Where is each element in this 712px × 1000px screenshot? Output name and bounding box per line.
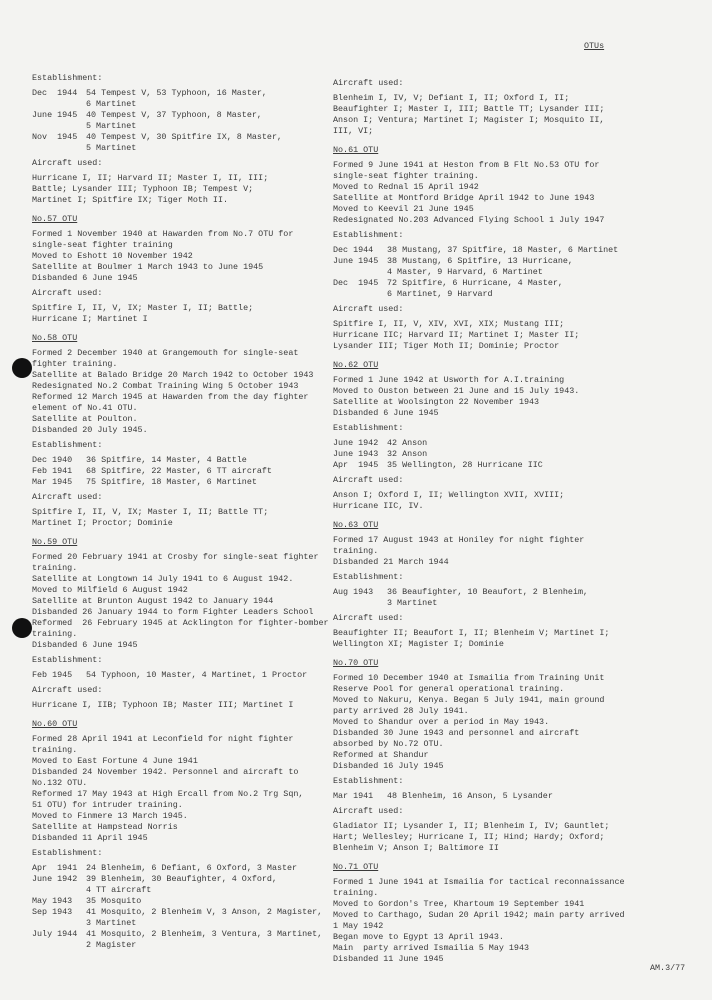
history-line: 1 May 1942 xyxy=(333,921,384,931)
history-line: Reserve Pool for general operational training. xyxy=(333,684,565,694)
establishment-aircraft xyxy=(387,587,588,609)
history-line: Disbanded 24 November 1942. Personnel and aircraft to xyxy=(32,767,299,777)
establishment-line: 40 Tempest V, 30 Spitfire IX, 8 Master, xyxy=(86,132,283,142)
establishment-aircraft xyxy=(86,863,297,874)
history-line: Moved to Milfield 6 August 1942 xyxy=(32,585,188,595)
establishment-date: June 1942 xyxy=(32,874,78,884)
establishment-row xyxy=(32,110,342,132)
aircraft-line: III, VI; xyxy=(333,126,374,136)
aircraft-line: Hurricane I, II; Harvard II; Master I, II, III; xyxy=(32,173,269,183)
establishment-aircraft xyxy=(387,278,563,300)
history-line: Moved to East Fortune 4 June 1941 xyxy=(32,756,198,766)
establishment-date: Mar 1945 xyxy=(32,477,73,487)
establishment-line: 3 Martinet xyxy=(86,918,137,928)
establishment-label: Establishment: xyxy=(32,655,103,665)
establishment-line: 39 Blenheim, 30 Beaufighter, 4 Oxford, xyxy=(86,874,277,884)
history-line: Redesignated No.203 Advanced Flying School 1 July 1947 xyxy=(333,215,605,225)
history-line: Formed 1 November 1940 at Hawarden from No.7 OTU for xyxy=(32,229,294,239)
establishment-line: 38 Mustang, 37 Spitfire, 18 Master, 6 Martinet xyxy=(387,245,619,255)
establishment-row xyxy=(333,438,643,449)
establishment-date: June 1945 xyxy=(333,256,379,266)
history-line: Moved to Finmere 13 March 1945. xyxy=(32,811,188,821)
aircraft-line: Blenheim I, IV, V; Defiant I, II; Oxford I, II; xyxy=(333,93,570,103)
history-line: element of No.41 OTU. xyxy=(32,403,138,413)
establishment-date: Dec 1944 xyxy=(333,245,374,255)
establishment-aircraft xyxy=(387,438,427,449)
establishment-date: Sep 1943 xyxy=(32,907,73,917)
establishment-line: 5 Martinet xyxy=(86,121,137,131)
aircraft-line: Beaufighter I; Master I, III; Battle TT; Lysander III; xyxy=(333,104,605,114)
aircraft-used-label: Aircraft used: xyxy=(32,158,103,168)
establishment-date: Dec 1944 xyxy=(32,88,78,98)
establishment-label: Establishment: xyxy=(32,73,103,83)
history-line: Formed 28 April 1941 at Leconfield for night fighter xyxy=(32,734,294,744)
otu-section xyxy=(333,360,643,512)
history-line: training. xyxy=(32,745,78,755)
establishment-line: 72 Spitfire, 6 Hurricane, 4 Master, xyxy=(387,278,563,288)
establishment-aircraft xyxy=(387,791,553,802)
history-line: Moved to Gordon's Tree, Khartoum 19 September 1941 xyxy=(333,899,585,909)
aircraft-line: Beaufighter II; Beaufort I, II; Blenheim V; Martinet I; xyxy=(333,628,610,638)
history-line: Formed 2 December 1940 at Grangemouth for single-seat xyxy=(32,348,299,358)
otu-section xyxy=(333,145,643,352)
establishment-line: 36 Beaufighter, 10 Beaufort, 2 Blenheim, xyxy=(387,587,589,597)
aircraft-line: Wellington XI; Magister I; Dominie xyxy=(333,639,504,649)
establishment-date: July 1944 xyxy=(32,929,78,939)
history-line: Satellite at Brunton August 1942 to January 1944 xyxy=(32,596,274,606)
section-heading: No.59 OTU xyxy=(32,537,78,547)
history-line: Disbanded 16 July 1945 xyxy=(333,761,444,771)
history-line: Disbanded 11 April 1945 xyxy=(32,833,148,843)
history-line: Formed 10 December 1940 at Ismailia from Training Unit xyxy=(333,673,605,683)
establishment-line: 6 Martinet, 9 Harvard xyxy=(387,289,493,299)
history-line: 51 OTU) for intruder training. xyxy=(32,800,183,810)
establishment-aircraft xyxy=(86,896,141,907)
history-line: Satellite at Poulton. xyxy=(32,414,138,424)
establishment-row xyxy=(32,907,342,929)
establishment-label: Establishment: xyxy=(333,423,404,433)
aircraft-used-label: Aircraft used: xyxy=(333,304,404,314)
establishment-aircraft xyxy=(86,477,257,488)
history-line: Satellite at Boulmer 1 March 1943 to June 1945 xyxy=(32,262,264,272)
history-line: Satellite at Montford Bridge April 1942 to June 1943 xyxy=(333,193,595,203)
history-line: Satellite at Hampstead Norris xyxy=(32,822,178,832)
establishment-row xyxy=(333,256,643,278)
establishment-row xyxy=(333,278,643,300)
establishment-label: Establishment: xyxy=(32,440,103,450)
establishment-row xyxy=(32,88,342,110)
history-line: Satellite at Longtown 14 July 1941 to 6 August 1942. xyxy=(32,574,294,584)
establishment-date: Mar 1941 xyxy=(333,791,374,801)
otu-section xyxy=(32,333,342,529)
establishment-line: 2 Magister xyxy=(86,940,137,950)
section-heading: No.62 OTU xyxy=(333,360,379,370)
establishment-line: 68 Spitfire, 22 Master, 6 TT aircraft xyxy=(86,466,272,476)
establishment-line: 54 Tempest V, 53 Typhoon, 16 Master, xyxy=(86,88,267,98)
establishment-line: 40 Tempest V, 37 Typhoon, 8 Master, xyxy=(86,110,262,120)
establishment-aircraft xyxy=(387,449,427,460)
right-column xyxy=(333,78,643,973)
history-line: single-seat fighter training xyxy=(32,240,173,250)
aircraft-line: Hurricane I; Martinet I xyxy=(32,314,148,324)
aircraft-line: Anson I; Ventura; Martinet I; Magister I; Mosquito II, xyxy=(333,115,605,125)
aircraft-line: Martinet I; Proctor; Dominie xyxy=(32,518,173,528)
page-header-title: OTUs xyxy=(584,41,605,51)
history-line: Satellite at Woolsington 22 November 1943 xyxy=(333,397,540,407)
establishment-label: Establishment: xyxy=(333,230,404,240)
aircraft-line: Battle; Lysander III; Typhoon IB; Tempest V; xyxy=(32,184,254,194)
history-line: Disbanded 11 June 1945 xyxy=(333,954,444,964)
history-line: Reformed at Shandur xyxy=(333,750,429,760)
history-line: training. xyxy=(32,563,78,573)
history-line: Disbanded 30 June 1943 and personnel and aircraft xyxy=(333,728,580,738)
establishment-row xyxy=(32,929,342,951)
establishment-row xyxy=(333,460,643,471)
establishment-row xyxy=(32,466,342,477)
establishment-date: June 1942 xyxy=(333,438,379,448)
history-line: Formed 20 February 1941 at Crosby for single-seat fighter xyxy=(32,552,319,562)
establishment-row xyxy=(32,896,342,907)
punch-hole xyxy=(12,618,32,638)
history-line: training. xyxy=(32,629,78,639)
history-line: Moved to Keevil 21 June 1945 xyxy=(333,204,474,214)
aircraft-line: Spitfire I, II, V, IX; Master I, II; Battle; xyxy=(32,303,254,313)
establishment-date: Nov 1945 xyxy=(32,132,78,142)
establishment-date: May 1943 xyxy=(32,896,73,906)
establishment-date: June 1943 xyxy=(333,449,379,459)
history-line: training. xyxy=(333,888,379,898)
aircraft-used-label: Aircraft used: xyxy=(333,475,404,485)
history-line: Disbanded 21 March 1944 xyxy=(333,557,449,567)
establishment-line: 24 Blenheim, 6 Defiant, 6 Oxford, 3 Master xyxy=(86,863,298,873)
history-line: Began move to Egypt 13 April 1943. xyxy=(333,932,504,942)
establishment-line: 4 Master, 9 Harvard, 6 Martinet xyxy=(387,267,543,277)
section-heading: No.61 OTU xyxy=(333,145,379,155)
otu-section xyxy=(333,520,643,650)
establishment-aircraft xyxy=(86,670,307,681)
history-line: Formed 1 June 1942 at Usworth for A.I.training xyxy=(333,375,565,385)
history-line: Disbanded 6 June 1945 xyxy=(32,640,138,650)
establishment-line: 42 Anson xyxy=(387,438,428,448)
establishment-aircraft xyxy=(387,256,573,278)
aircraft-line: Lysander III; Tiger Moth II; Dominie; Proctor xyxy=(333,341,560,351)
establishment-aircraft xyxy=(86,88,267,110)
aircraft-line: Spitfire I, II, V, XIV, XVI, XIX; Mustang III; xyxy=(333,319,565,329)
history-line: Moved to Nakuru, Kenya. Began 5 July 1941, main ground xyxy=(333,695,605,705)
otu-section xyxy=(333,78,643,137)
history-line: Moved to Eshott 10 November 1942 xyxy=(32,251,193,261)
establishment-line: 35 Mosquito xyxy=(86,896,142,906)
establishment-line: 5 Martinet xyxy=(86,143,137,153)
otu-section xyxy=(333,862,643,965)
establishment-row xyxy=(32,132,342,154)
history-line: Disbanded 26 January 1944 to form Fighter Leaders School xyxy=(32,607,314,617)
otu-section xyxy=(32,537,342,711)
establishment-line: 32 Anson xyxy=(387,449,428,459)
establishment-aircraft xyxy=(387,460,543,471)
document-reference: AM.3/77 xyxy=(650,963,686,973)
establishment-line: 35 Wellington, 28 Hurricane IIC xyxy=(387,460,543,470)
aircraft-line: Spitfire I, II, V, IX; Master I, II; Battle TT; xyxy=(32,507,269,517)
establishment-label: Establishment: xyxy=(32,848,103,858)
aircraft-line: Martinet I; Spitfire IX; Tiger Moth II. xyxy=(32,195,229,205)
punch-hole xyxy=(12,358,32,378)
history-line: training. xyxy=(333,546,379,556)
establishment-row xyxy=(32,670,342,681)
establishment-aircraft xyxy=(387,245,618,256)
establishment-row xyxy=(333,449,643,460)
history-line: No.132 OTU. xyxy=(32,778,88,788)
aircraft-line: Hurricane IIC; Harvard II; Martinet I; Master II; xyxy=(333,330,580,340)
establishment-line: 41 Mosquito, 2 Blenheim V, 3 Anson, 2 Magister, xyxy=(86,907,323,917)
establishment-row xyxy=(333,587,643,609)
history-line: Moved to Ouston between 21 June and 15 July 1943. xyxy=(333,386,580,396)
history-line: Disbanded 6 June 1945 xyxy=(32,273,138,283)
establishment-aircraft xyxy=(86,874,277,896)
establishment-line: 6 Martinet xyxy=(86,99,137,109)
aircraft-used-label: Aircraft used: xyxy=(333,806,404,816)
establishment-line: 4 TT aircraft xyxy=(86,885,152,895)
history-line: Formed 1 June 1941 at Ismailia for tactical reconnaissance xyxy=(333,877,625,887)
aircraft-used-label: Aircraft used: xyxy=(32,288,103,298)
establishment-row xyxy=(333,245,643,256)
history-line: Disbanded 20 July 1945. xyxy=(32,425,148,435)
section-heading: No.60 OTU xyxy=(32,719,78,729)
establishment-date: Apr 1941 xyxy=(32,863,78,873)
establishment-line: 54 Typhoon, 10 Master, 4 Martinet, 1 Proctor xyxy=(86,670,308,680)
establishment-line: 38 Mustang, 6 Spitfire, 13 Hurricane, xyxy=(387,256,573,266)
aircraft-line: Hurricane IIC, IV. xyxy=(333,501,424,511)
establishment-date: Feb 1945 xyxy=(32,670,73,680)
establishment-aircraft xyxy=(86,929,322,951)
establishment-line: 3 Martinet xyxy=(387,598,438,608)
history-line: Moved to Shandur over a period in May 1943. xyxy=(333,717,550,727)
history-line: party arrived 28 July 1941. xyxy=(333,706,469,716)
establishment-date: Dec 1945 xyxy=(333,278,379,288)
history-line: Reformed 12 March 1945 at Hawarden from the day fighter xyxy=(32,392,309,402)
aircraft-line: Hurricane I, IIB; Typhoon IB; Master III; Martinet I xyxy=(32,700,294,710)
establishment-row xyxy=(32,455,342,466)
establishment-row xyxy=(32,874,342,896)
aircraft-used-label: Aircraft used: xyxy=(333,78,404,88)
history-line: Reformed 17 May 1943 at High Ercall from No.2 Trg Sqn, xyxy=(32,789,304,799)
aircraft-line: Blenheim V; Anson I; Baltimore II xyxy=(333,843,499,853)
establishment-date: June 1945 xyxy=(32,110,78,120)
aircraft-used-label: Aircraft used: xyxy=(32,492,103,502)
establishment-aircraft xyxy=(86,132,282,154)
aircraft-line: Gladiator II; Lysander I, II; Blenheim I, IV; Gauntlet; xyxy=(333,821,610,831)
establishment-line: 41 Mosquito, 2 Blenheim, 3 Ventura, 3 Martinet, xyxy=(86,929,323,939)
section-heading: No.63 OTU xyxy=(333,520,379,530)
history-line: Main party arrived Ismailia 5 May 1943 xyxy=(333,943,530,953)
establishment-date: Apr 1945 xyxy=(333,460,379,470)
history-line: Disbanded 6 June 1945 xyxy=(333,408,439,418)
establishment-aircraft xyxy=(86,455,247,466)
establishment-date: Aug 1943 xyxy=(333,587,374,597)
history-line: absorbed by No.72 OTU. xyxy=(333,739,444,749)
establishment-row xyxy=(333,791,643,802)
history-line: Moved to Carthago, Sudan 20 April 1942; main party arrived xyxy=(333,910,625,920)
history-line: Formed 9 June 1941 at Heston from B Flt No.53 OTU for xyxy=(333,160,600,170)
history-line: Redesignated No.2 Combat Training Wing 5 October 1943 xyxy=(32,381,299,391)
establishment-date: Dec 1940 xyxy=(32,455,73,465)
establishment-line: 75 Spitfire, 18 Master, 6 Martinet xyxy=(86,477,257,487)
history-line: fighter training. xyxy=(32,359,118,369)
aircraft-used-label: Aircraft used: xyxy=(32,685,103,695)
section-heading: No.57 OTU xyxy=(32,214,78,224)
section-heading: No.71 OTU xyxy=(333,862,379,872)
history-line: Formed 17 August 1943 at Honiley for night fighter xyxy=(333,535,585,545)
history-line: single-seat fighter training. xyxy=(333,171,479,181)
establishment-label: Establishment: xyxy=(333,776,404,786)
otu-section xyxy=(32,214,342,325)
aircraft-line: Anson I; Oxford I, II; Wellington XVII, XVIII; xyxy=(333,490,565,500)
otu-section xyxy=(333,658,643,854)
history-line: Moved to Rednal 15 April 1942 xyxy=(333,182,479,192)
history-line: Reformed 26 February 1945 at Acklington for fighter-bomber xyxy=(32,618,329,628)
section-heading: No.70 OTU xyxy=(333,658,379,668)
establishment-aircraft xyxy=(86,907,322,929)
otu-section xyxy=(32,73,342,206)
otu-section xyxy=(32,719,342,951)
establishment-date: Feb 1941 xyxy=(32,466,73,476)
establishment-aircraft xyxy=(86,466,272,477)
establishment-row xyxy=(32,477,342,488)
establishment-line: 36 Spitfire, 14 Master, 4 Battle xyxy=(86,455,247,465)
aircraft-used-label: Aircraft used: xyxy=(333,613,404,623)
establishment-aircraft xyxy=(86,110,262,132)
establishment-line: 48 Blenheim, 16 Anson, 5 Lysander xyxy=(387,791,553,801)
left-column xyxy=(32,73,342,959)
establishment-row xyxy=(32,863,342,874)
establishment-label: Establishment: xyxy=(333,572,404,582)
history-line: Satellite at Balado Bridge 20 March 1942 to October 1943 xyxy=(32,370,314,380)
section-heading: No.58 OTU xyxy=(32,333,78,343)
aircraft-line: Hart; Wellesley; Hurricane I, II; Hind; Hardy; Oxford; xyxy=(333,832,605,842)
